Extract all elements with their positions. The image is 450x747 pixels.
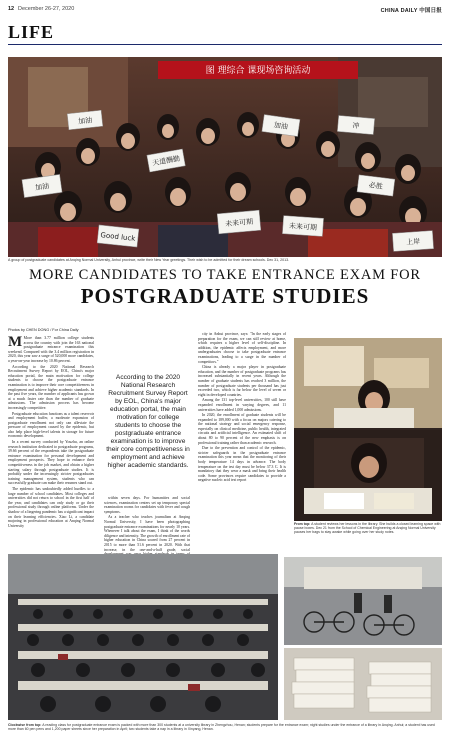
article-column-3 bbox=[198, 332, 286, 484]
sign-text: Good luck bbox=[100, 231, 136, 243]
sign-text: 未来可期 bbox=[224, 217, 254, 229]
sign-text: 上岸 bbox=[405, 237, 421, 247]
section-title: LIFE bbox=[8, 22, 55, 42]
page-header bbox=[8, 6, 442, 16]
article-paragraph: In a recent survey conducted by Youzhu, an online research institution dedicated to postgraduate programs, 39.66 percent of the respondents take the postgraduate entrance examination for personal development and employment prospects. They hope to enhance their competitiveness in the job market, and obtain a higher starting salary through postgraduate studies. It is probably under the increasingly stricter postgraduates training management system, students who can successfully graduate can make their resumes stand out. bbox=[8, 440, 94, 486]
article-paragraph: Among the 131 top-level universities, 100 still have expanded enrollment in varying degrees, and 11 universities have added 1,000 admissions. bbox=[198, 398, 286, 412]
photo-library-student bbox=[294, 338, 442, 521]
headline bbox=[8, 267, 442, 308]
main-photo-caption: A group of postgraduate candidates at Anqing Normal University, Anhui province, write their New Year greetings. Their wish to be admitted for their dream schools. Dec 31, 2013. bbox=[8, 258, 290, 262]
issue-date: December 26-27, 2020 bbox=[18, 6, 75, 12]
article-paragraph: The epidemic has undoubtedly added hurdles to a large number of school candidates. Most colleges and universities did not return to school in the first half of the year, and candidates can only study or go their professional study through online platforms. Under the shadow of a lingering pandemic has a significant impact on their learning efficiencies. Xiao Li, a candidate majoring in professional education at Anqing Normal University bbox=[8, 487, 94, 528]
sign-text: 未来可期 bbox=[288, 222, 318, 232]
article-paragraph: Due to the prevention and control of the epidemic, stricter safeguards in the postgraduate entrance examination this year mean that the monitoring of their body temperature 14 days in advance. The body temperature on the test day must be below 37.3 C. It is mandatory that they wear a mask and bring their health code. Some provinces require candidates to provide a negative nucleic acid test report bbox=[198, 446, 286, 483]
sign-text: 冲 bbox=[352, 121, 360, 131]
banner-text: 图 理综合 课现场咨询活动 bbox=[205, 66, 311, 76]
article-column-1 bbox=[8, 336, 94, 529]
article-paragraph: Postgraduate education functions as a talent reservoir and employment buffer, a moderate expansion of postgraduate enrollment not only can alleviate the pressure of employment caused by the epidemic, but also help place high-level talents in storage for future economic development. bbox=[8, 411, 94, 439]
pull-quote: According to the 2020 National Research Recruitment Survey Report by EOL, China's major education portal, the main motivation for college students to choose the postgraduate entrance examination is to improve their core competitiveness in employment and achieve higher academic standards. bbox=[106, 374, 190, 469]
article-paragraph: According to the 2020 National Research Recruitment Survey Report by EOL, China's major education portal, the main motivation for college students to choose the postgraduate entrance examination is to improve their core competitiveness in employment and achieve higher academic standards. In the past five years, the number of applicants has grown at a much faster rate than the number of graduate admissions. The admission process has become increasingly competitive. bbox=[8, 364, 94, 410]
publication-name: CHINA DAILY 中国日报 bbox=[380, 8, 442, 14]
photo-study-hall bbox=[8, 554, 278, 720]
article-paragraph: In 2020, the enrollment of graduate students will be expanded to 189,000 with a focus on majors catering to the national strategy and social emergency response, especially on clinical medicine, public health, integrated circuits and artificial intelligence. An estimated shift of about 80 to 90 percent of the new emphasis is on professional training rather than academic research. bbox=[198, 413, 286, 445]
bottom-photos-caption: Clockwise from top: A reading class for postgraduate entrance exam is packed with more than 300 students at a university library in Zhengzhou, Henan; students prepare for the entrance exam; night studies under the entrance of a library in Anqing. Anhui; a student has used more than 60 pen pens and 1,200 paper sheets since her preparation in April; two students take a nap in a library in Xinyang, Henan. bbox=[8, 723, 435, 732]
sign-text: 天道酬勤 bbox=[151, 154, 181, 168]
library-photo-caption: From top: A student reviews her lessons in the library. She builds a closed learning space with pause boxes. Dec 21 from the School of Chemical Engineering at Anqing Normal University pauses her bags to stay awake while going over her study notes. bbox=[294, 522, 441, 535]
photo-byline: Photos by CHEN DONG / For China Daily bbox=[8, 328, 79, 332]
sign-text: 加油 bbox=[34, 182, 50, 192]
article-paragraph: As a teacher who teaches journalism at Anqing Normal University, I have been photographing postgraduate entrance examinations for nearly 10 years. Whenever I talk about the exam, I think of the words diligence and intensity. The growth of enrollment rate of higher education in China soared from 27 percent in 2015 to more than 51.6 percent in 2020. With that increase, in the one-and-a-half grade, social bbox=[104, 515, 190, 552]
article-paragraph: M More than 3.77 million college students across the country with join the 163 national postgraduate entrance examination this weekend. Compared with the 3.4 million registration in 2020, this year saw a surge of 520,000 more candidates, a year-on-year increase by 10.86 percent. bbox=[8, 334, 94, 363]
headline-line-2: POSTGRADUATE STUDIES bbox=[80, 284, 370, 308]
photo-paper-sheets bbox=[284, 648, 442, 720]
sign-text: 加油 bbox=[273, 121, 289, 131]
article-paragraph: China is already a major player in postgraduate education, and the number of postgraduate programs has increased substantially in recent years. Although the number of graduate students has reached 3 million, the number of postgraduate students per thousand has just exceeded two, which is far below the level of seven or eight in developed countries. bbox=[198, 365, 286, 397]
drop-cap: M bbox=[8, 334, 23, 350]
article-paragraph: city in Anhui province, says: "In the early stages of preparation for the exam, we can still review at home, which requires a higher level of self-discipline. In addition, the epidemic affects employment, and more undergraduates choose to take postgraduate entrance examinations, leading to a surge in the number of competitors." bbox=[198, 332, 286, 364]
main-photo-group-greetings bbox=[8, 57, 442, 257]
page-number: 12 bbox=[8, 6, 15, 12]
headline-line-1: MORE CANDIDATES TO TAKE ENTRANCE EXAM FOR bbox=[29, 267, 421, 283]
article-column-2 bbox=[104, 496, 190, 562]
article-paragraph: within seven days. For humanities and social sciences, examination centers set up temporary special examination rooms for candidates with fever and cough symptoms. bbox=[104, 496, 190, 514]
section-rule bbox=[8, 44, 442, 45]
sign-text: 加油 bbox=[77, 116, 93, 126]
sign-text: 必胜 bbox=[368, 181, 384, 191]
photo-night-study bbox=[284, 557, 442, 645]
